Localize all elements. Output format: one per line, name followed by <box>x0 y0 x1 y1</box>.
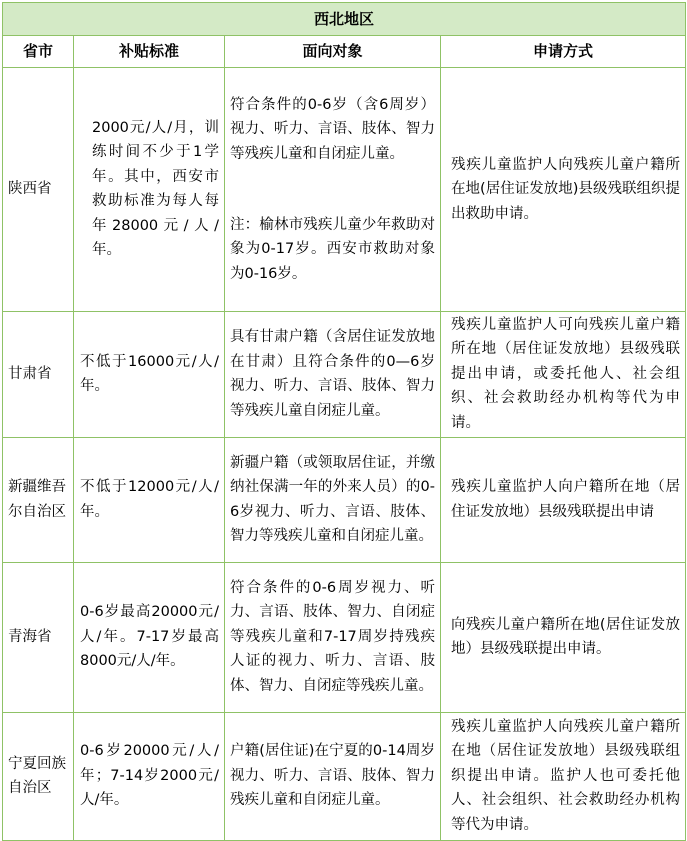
target-cell <box>225 68 441 312</box>
subsidy-table <box>2 2 686 841</box>
application-cell: 向残疾儿童户籍所在地(居住证发放地）县级残联提出申请。 <box>441 562 686 712</box>
header-standard: 补贴标准 <box>74 36 225 68</box>
target-cell: 新疆户籍（或领取居住证，并缴纳社保满一年的外来人员）的0-6岁视力、听力、言语、肢体、智力等残疾儿童和自闭症儿童。 <box>225 437 441 562</box>
application-cell: 残疾儿童监护人向残疾儿童户籍所在地（居住证发放地）县级残联组织提出申请。监护人也可委托他人、社会组织、社会救助经办机构等代为申请。 <box>441 712 686 840</box>
table-row <box>3 437 686 562</box>
province-cell: 宁夏回族自治区 <box>3 712 74 840</box>
header-target: 面向对象 <box>225 36 441 68</box>
application-cell: 残疾儿童监护人可向残疾儿童户籍所在地（居住证发放地）县级残联提出申请，或委托他人、社会组织、社会救助经办机构等代为申请。 <box>441 311 686 437</box>
application-cell: 残疾儿童监护人向残疾儿童户籍所在地(居住证发放地)县级残联组织提出救助申请。 <box>441 68 686 312</box>
table-row <box>3 712 686 840</box>
province-cell: 青海省 <box>3 562 74 712</box>
province-cell: 陕西省 <box>3 68 74 312</box>
table-row <box>3 562 686 712</box>
table-row <box>3 311 686 437</box>
standard-cell: 不低于12000元/人/年。 <box>74 437 225 562</box>
standard-cell: 不低于16000元/人/年。 <box>74 311 225 437</box>
application-cell: 残疾儿童监护人向户籍所在地（居住证发放地）县级残联提出申请 <box>441 437 686 562</box>
target-text: 符合条件的0-6岁（含6周岁）视力、听力、言语、肢体、智力等残疾儿童和自闭症儿童。 <box>230 96 435 162</box>
standard-cell: 0-6岁最高20000元/人/年。7-17岁最高8000元/人/年。 <box>74 562 225 712</box>
table-title: 西北地区 <box>3 3 686 36</box>
province-cell: 甘肃省 <box>3 311 74 437</box>
target-note: 注：榆林市残疾儿童少年救助对象为0-17岁。西安市救助对象为0-16岁。 <box>230 216 435 282</box>
standard-cell: 2000元/人/月，训练时间不少于1学年。其中，西安市救助标准为每人每年28000元/人/年。 <box>74 68 225 312</box>
target-cell: 户籍(居住证)在宁夏的0-14周岁视力、听力、言语、肢体、智力残疾儿童和自闭症儿童。 <box>225 712 441 840</box>
target-cell: 具有甘肃户籍（含居住证发放地在甘肃）且符合条件的0—6岁视力、听力、言语、肢体、智力等残疾儿童自闭症儿童。 <box>225 311 441 437</box>
header-province: 省市 <box>3 36 74 68</box>
table-row <box>3 68 686 312</box>
standard-cell: 0-6岁20000元/人/年；7-14岁2000元/人/年。 <box>74 712 225 840</box>
target-cell: 符合条件的0-6周岁视力、听力、言语、肢体、智力、自闭症等残疾儿童和7-17周岁持残疾人证的视力、听力、言语、肢体、智力、自闭症等残疾儿童。 <box>225 562 441 712</box>
province-cell: 新疆维吾尔自治区 <box>3 437 74 562</box>
header-application: 申请方式 <box>441 36 686 68</box>
